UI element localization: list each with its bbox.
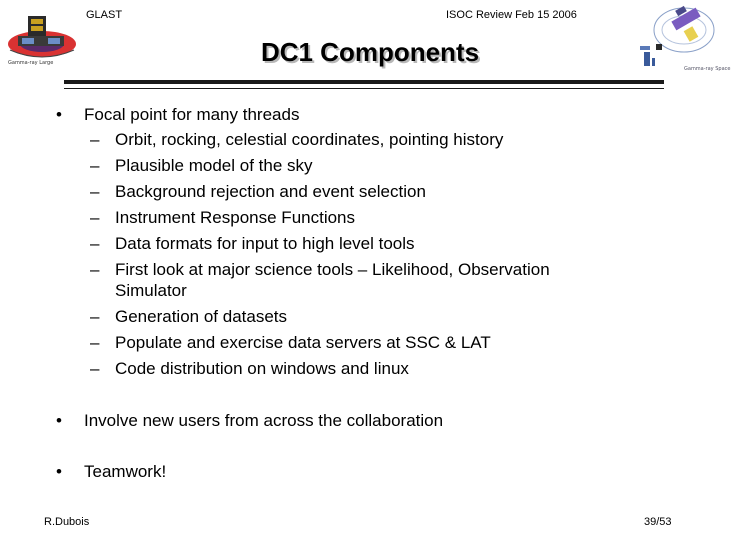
dash-marker: – [90, 182, 100, 201]
header-left-text: GLAST [86, 9, 123, 21]
sub-bullet-text: Code distribution on windows and linux [115, 359, 409, 378]
slide-title: DC1 Components [260, 37, 480, 67]
bullet-text: Teamwork! [84, 462, 167, 481]
bullet-marker: • [56, 105, 62, 124]
dash-marker: – [90, 260, 100, 279]
sub-bullet-text-continued: Simulator [115, 281, 187, 300]
sub-bullet-text: First look at major science tools – Likelihood, Observation [115, 260, 550, 279]
dash-marker: – [90, 234, 100, 253]
svg-text:Gamma-ray Space: Gamma-ray Space [684, 66, 731, 72]
sub-bullet-text: Populate and exercise data servers at SSC & LAT [115, 333, 491, 352]
sub-bullet-text: Data formats for input to high level tools [115, 234, 415, 253]
bullet-marker: • [56, 411, 62, 430]
header-right-text: ISOC Review Feb 15 2006 [446, 9, 577, 21]
sub-bullet-text: Orbit, rocking, celestial coordinates, pointing history [115, 130, 504, 149]
sub-bullet-text: Generation of datasets [115, 307, 288, 326]
sub-bullet-text: Instrument Response Functions [115, 208, 356, 227]
page-number: 39/53 [644, 516, 672, 528]
bullet-marker: • [56, 462, 62, 481]
sub-bullet-text: Background rejection and event selection [115, 182, 426, 201]
dash-marker: – [90, 208, 100, 227]
svg-text:Gamma-ray Large: Gamma-ray Large [8, 60, 54, 66]
bullet-text: Focal point for many threads [84, 105, 300, 124]
dash-marker: – [90, 359, 100, 378]
title-rule-thin [64, 88, 664, 89]
footer-author: R.Dubois [44, 516, 90, 528]
sub-bullet-text: Plausible model of the sky [115, 156, 313, 175]
dash-marker: – [90, 307, 100, 326]
dash-marker: – [90, 333, 100, 352]
dash-marker: – [90, 156, 100, 175]
title-rule-thick [64, 80, 664, 84]
dash-marker: – [90, 130, 100, 149]
bullet-text: Involve new users from across the collaboration [84, 411, 444, 430]
